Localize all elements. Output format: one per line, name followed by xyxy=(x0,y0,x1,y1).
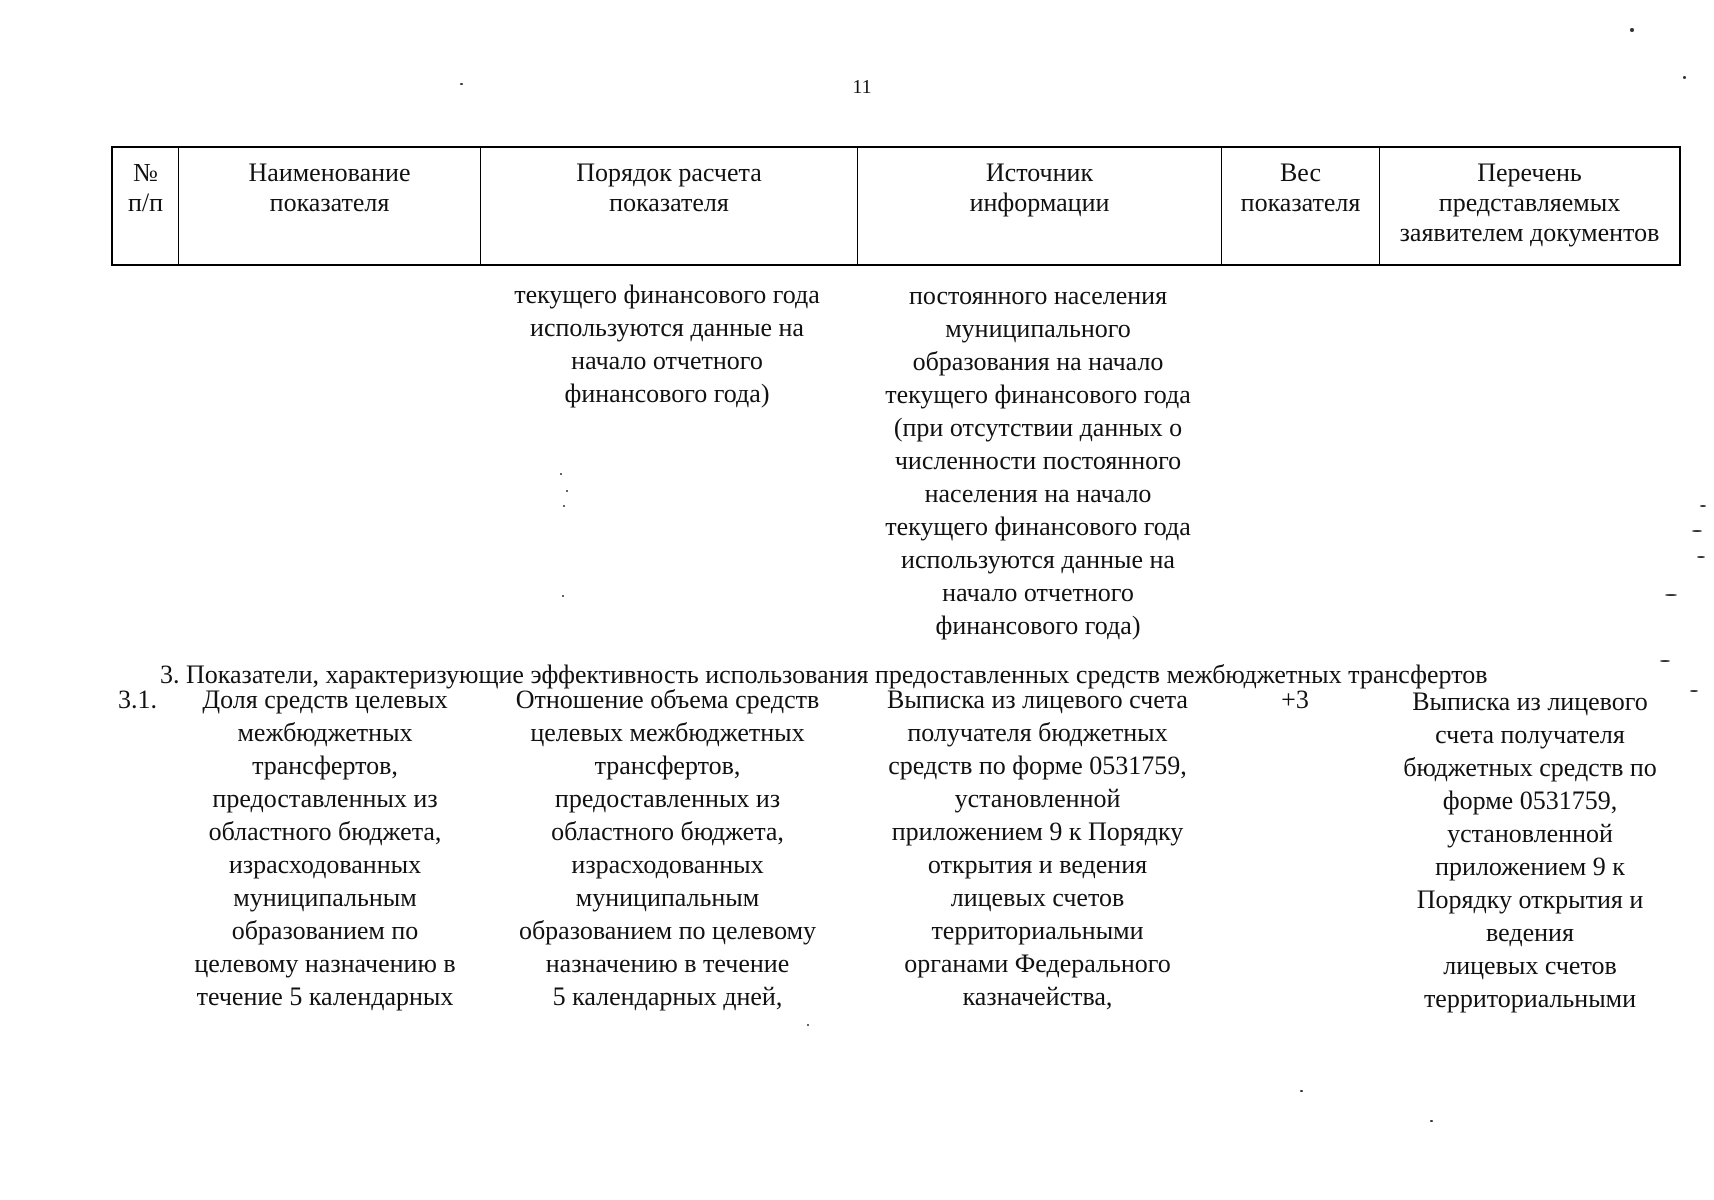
text-line: предоставленных из xyxy=(554,784,781,813)
row-name xyxy=(175,683,475,1013)
table-header xyxy=(111,146,1681,266)
text-line: межбюджетных xyxy=(237,718,413,747)
text-line: форме 0531759, xyxy=(1442,786,1618,815)
scan-speck xyxy=(566,490,568,492)
scan-speck xyxy=(1430,1120,1433,1122)
scan-speck xyxy=(563,505,565,507)
page-number: 11 xyxy=(852,76,872,98)
header-text: заявителем документов xyxy=(1399,218,1660,247)
text-line: счета получателя xyxy=(1435,720,1625,749)
text-line: финансового года) xyxy=(935,611,1141,640)
scan-speck xyxy=(1665,594,1677,596)
text-line: текущего финансового года xyxy=(885,512,1191,541)
scan-speck xyxy=(460,83,463,85)
text-line: Порядку открытия и xyxy=(1416,885,1644,914)
text-line: образования на начало xyxy=(912,347,1164,376)
header-text: показателя xyxy=(609,188,729,217)
text-line: предоставленных из xyxy=(212,784,438,813)
header-text: Вес xyxy=(1279,158,1322,187)
text-line: бюджетных средств по xyxy=(1403,753,1657,782)
text-line: образованием по xyxy=(231,916,419,945)
header-col-number xyxy=(113,148,179,264)
header-text: Перечень xyxy=(1477,158,1582,187)
scan-speck xyxy=(1630,28,1634,32)
text-line: лицевых счетов xyxy=(1443,951,1617,980)
text-line: целевых межбюджетных xyxy=(530,718,805,747)
scan-speck xyxy=(1700,505,1706,507)
scan-speck xyxy=(1690,690,1698,692)
text-line: трансфертов, xyxy=(252,751,398,780)
text-line: открытия и ведения xyxy=(927,850,1148,879)
header-col-documents xyxy=(1380,148,1679,264)
header-text: Наименование xyxy=(248,158,411,187)
text-line: целевому назначению в xyxy=(194,949,456,978)
text-line: израсходованных xyxy=(571,850,764,879)
text-line: текущего финансового года xyxy=(885,380,1191,409)
text-line: (при отсутствии данных о xyxy=(893,413,1183,442)
text-line: финансового года) xyxy=(564,379,770,408)
text-line: территориальными xyxy=(1423,984,1637,1013)
header-text: показателя xyxy=(269,188,390,217)
text-line: численности постоянного xyxy=(894,446,1182,475)
text-line: установленной xyxy=(1447,819,1613,848)
header-col-calc-order xyxy=(481,148,858,264)
scan-speck xyxy=(560,473,562,475)
header-text: № xyxy=(133,158,158,187)
text-line: израсходованных xyxy=(228,850,422,879)
scan-speck xyxy=(1692,530,1702,532)
text-line: начало отчетного xyxy=(942,578,1134,607)
continuation-info-source xyxy=(858,279,1218,642)
text-line: муниципального xyxy=(945,314,1131,343)
header-text: Источник xyxy=(985,158,1094,187)
header-col-info-source xyxy=(858,148,1222,264)
text-line: 5 календарных дней, xyxy=(552,982,783,1011)
row-info-source xyxy=(860,683,1215,1013)
text-line: приложением 9 к xyxy=(1435,852,1625,881)
header-col-weight xyxy=(1222,148,1380,264)
text-line: муниципальным xyxy=(233,883,417,912)
header-text: представляемых xyxy=(1438,188,1621,217)
text-line: Выписка из лицевого xyxy=(1412,687,1648,716)
text-line: начало отчетного xyxy=(571,346,763,375)
text-line: населения на начало xyxy=(924,479,1152,508)
scan-speck xyxy=(1697,556,1705,558)
scan-speck xyxy=(1683,76,1686,79)
weight-value: +3 xyxy=(1281,685,1309,714)
text-line: лицевых счетов xyxy=(950,883,1125,912)
text-line: Выписка из лицевого счета xyxy=(887,685,1188,714)
text-line: ведения xyxy=(1486,918,1574,947)
text-line: используются данные на xyxy=(530,313,804,342)
text-line: органами Федерального xyxy=(904,949,1171,978)
text-line: течение 5 календарных xyxy=(196,982,454,1011)
text-line: постоянного населения xyxy=(908,281,1168,310)
header-col-name xyxy=(179,148,481,264)
scan-speck xyxy=(1300,1090,1303,1092)
text-line: казначейства, xyxy=(962,982,1113,1011)
text-line: Доля средств целевых xyxy=(202,685,448,714)
text-line: установленной xyxy=(954,784,1121,813)
section-title: 3. Показатели, характеризующие эффективность использования предоставленных средств межбюджетных трансфертов xyxy=(160,660,1488,689)
header-text: информации xyxy=(969,188,1110,217)
scan-speck xyxy=(1660,660,1670,662)
row-calc-order xyxy=(490,683,845,1013)
row-weight xyxy=(1255,683,1335,716)
text-line: образованием по целевому xyxy=(518,916,817,945)
text-line: трансфертов, xyxy=(594,751,741,780)
text-line: получателя бюджетных xyxy=(907,718,1168,747)
scan-speck xyxy=(562,595,564,597)
header-text: показателя xyxy=(1240,188,1361,217)
continuation-calc-order xyxy=(482,278,852,410)
text-line: текущего финансового года xyxy=(514,280,820,309)
text-line: областного бюджета, xyxy=(208,817,442,846)
row-number: 3.1. xyxy=(118,685,157,714)
text-line: используются данные на xyxy=(901,545,1175,574)
row-documents xyxy=(1380,685,1680,1015)
header-text: Порядок расчета xyxy=(576,158,762,187)
text-line: средств по форме 0531759, xyxy=(888,751,1187,780)
text-line: областного бюджета, xyxy=(551,817,784,846)
header-text: п/п xyxy=(127,188,164,217)
text-line: муниципальным xyxy=(575,883,760,912)
text-line: приложением 9 к Порядку xyxy=(891,817,1184,846)
scan-speck xyxy=(807,1024,809,1026)
text-line: Отношение объема средств xyxy=(515,685,820,714)
text-line: территориальными xyxy=(931,916,1144,945)
text-line: назначению в течение xyxy=(545,949,790,978)
